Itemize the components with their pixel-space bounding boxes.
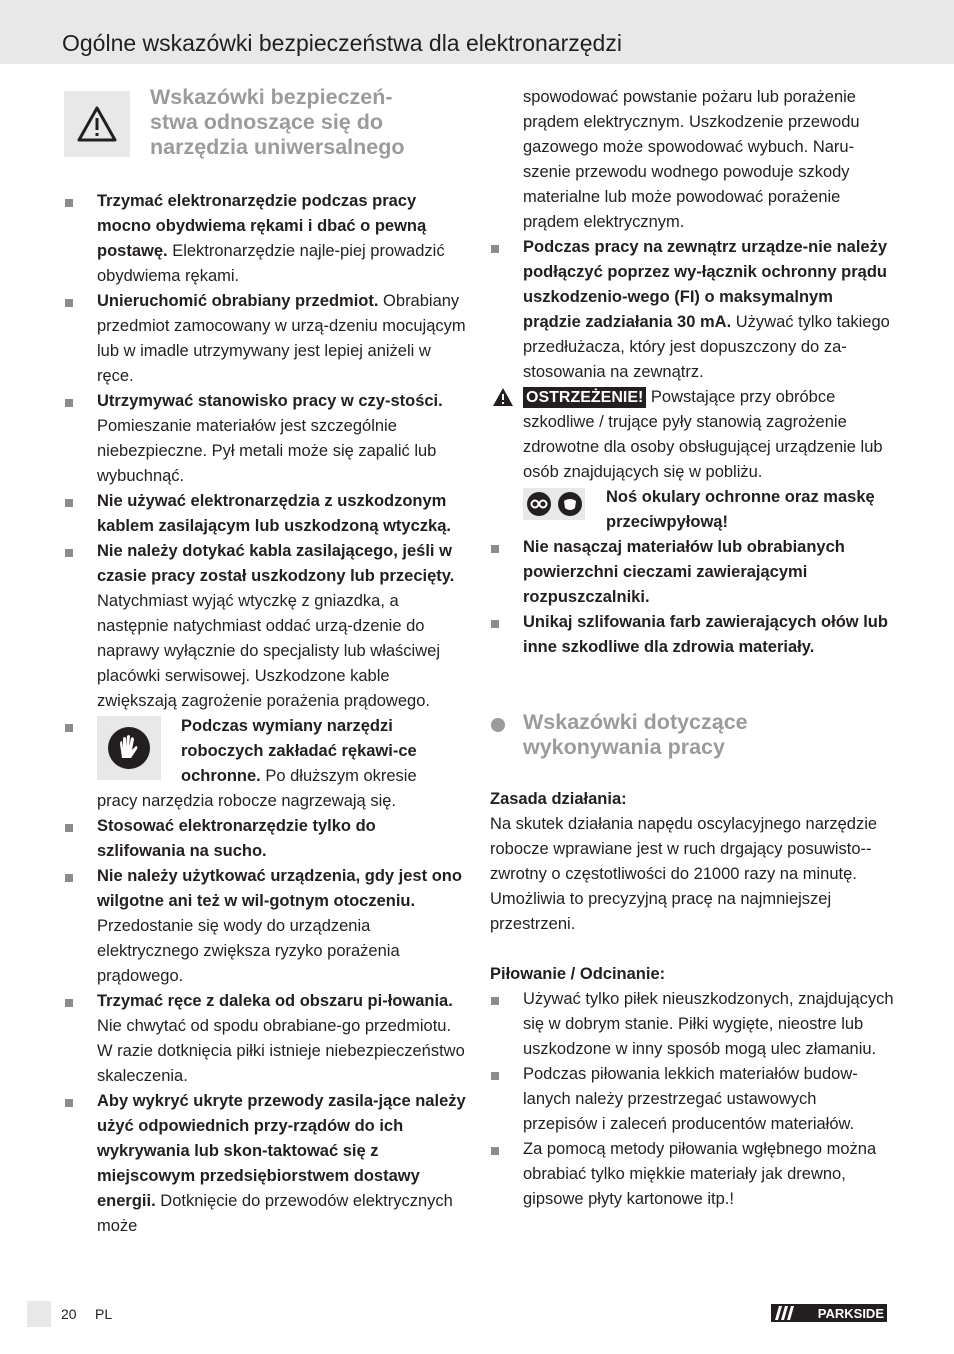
list-item xyxy=(490,1137,894,1212)
section-title-line: wykonywania pracy xyxy=(523,735,725,759)
item-bold: Trzymać elektronarzędzie podczas pracy mocno obydwiema rękami i dbać o pewną postawę. xyxy=(97,192,427,260)
paragraph: Na skutek działania napędu oscylacyjnego narzędzie robocze wprawiane jest w ruch drgający posuwisto--zwrotny o częstotliwości do 21000 razy na minutę. Umożliwia to precyzyjną pracę na najmniejszej przestrzeni. xyxy=(490,815,878,933)
item-text: Za pomocą metody piłowania wgłębnego można obrabiać tylko miękkie materiały jak drewno, gipsowe płyty kartonowe itp.! xyxy=(523,1140,877,1208)
warning-triangle-icon xyxy=(77,106,117,142)
subsection-title: Zasada działania: xyxy=(490,790,627,808)
section-title-line: stwa odnoszące się do xyxy=(150,110,383,134)
item-bold: Podczas wymiany narzędzi roboczych zakładać rękawi-ce ochronne. xyxy=(181,717,417,785)
section-title xyxy=(490,710,894,760)
safety-list xyxy=(64,189,468,1239)
section-title-line: Wskazówki dotyczące xyxy=(523,710,748,734)
list-item xyxy=(64,389,468,489)
page-number: 20 xyxy=(61,1306,77,1322)
page-title: Ogólne wskazówki bezpieczeństwa dla elektronarzędzi xyxy=(62,30,622,56)
list-item xyxy=(64,289,468,389)
section-title xyxy=(150,85,404,160)
list-item xyxy=(490,987,894,1062)
brand-logo xyxy=(771,1304,887,1322)
ppe-note xyxy=(490,485,894,535)
item-text: Przedostanie się wody do urządzenia elektrycznego zwiększa ryzyko porażenia prądowego. xyxy=(97,917,400,985)
item-text: Używać tylko piłek nieuszkodzonych, znajdujących się w dobrym stanie. Piłki wygięte, nieostre lub uszkodzone w inny sposób mogą ulec złamaniu. xyxy=(523,990,894,1058)
list-item xyxy=(64,864,468,989)
item-text: Dotknięcie do przewodów elektrycznych może xyxy=(97,1192,453,1235)
item-text: Pomieszanie materiałów jest szczególnie niebezpieczne. Pył metali może się zapalić lub wybuchnąć. xyxy=(97,417,437,485)
item-bold: Nie należy dotykać kabla zasilającego, jeśli w czasie pracy został uszkodzony lub przecięty. xyxy=(97,542,455,585)
item-bold: Unikaj szlifowania farb zawierających ołów lub inne szkodliwe dla zdrowia materiały. xyxy=(523,613,888,656)
ppe-icons xyxy=(523,488,585,520)
language-code: PL xyxy=(95,1306,113,1322)
item-text: Nie chwytać od spodu obrabiane-go przedmiotu. W razie dotknięcia piłki istnieje niebezpieczeństwo skaleczenia. xyxy=(97,1017,465,1085)
item-bold: Podczas pracy na zewnątrz urządze-nie należy podłączyć poprzez wy-łącznik ochronny prądu uszkodzenio-wego (FI) o maksymalnym prądzie zadziałania 30 mA. xyxy=(523,238,888,331)
item-text: Powstające przy obróbce szkodliwe / trujące pyły stanowią zagrożenie zdrowotne dla osoby obsługującej urządzenie lub osób znajdujących się w pobliżu. xyxy=(523,388,883,481)
item-text: pracy narzędzia robocze nagrzewają się. xyxy=(97,792,396,810)
logo-stripes-icon xyxy=(775,1306,795,1320)
gloves-icon-box xyxy=(97,716,161,780)
list-item xyxy=(64,189,468,289)
list-item xyxy=(490,610,894,660)
item-text: spowodować powstanie pożaru lub porażenie prądem elektrycznym. Uszkodzenie przewodu gazowego może spowodować wybuch. Naru-szenie przewodu wodnego powoduje szkody materialne lub może powodować porażenie prądem elektrycznym. xyxy=(523,88,860,231)
page-header xyxy=(0,0,954,64)
list-item xyxy=(64,539,468,714)
mask-icon xyxy=(557,491,583,517)
warning-label: OSTRZEŻENIE! xyxy=(523,387,646,408)
item-text: Używać tylko takiego przedłużacza, który jest dopuszczony do za-stosowania na zewnątrz. xyxy=(523,313,890,381)
right-column xyxy=(490,85,894,1212)
continued-text xyxy=(490,85,894,235)
item-bold: Unieruchomić obrabiany przedmiot. xyxy=(97,292,379,310)
list-item xyxy=(490,1062,894,1137)
item-text: Natychmiast wyjąć wtyczkę z gniazdka, a następnie natychmiast oddać urzą-dzenie do naprawy wyłącznie do specjalisty lub właściwej placówki serwisowej. Uszkodzone kable zwiększają zagrożenie porażenia prądowego. xyxy=(97,592,440,710)
list-item xyxy=(64,714,468,814)
section-title-line: Wskazówki bezpieczeń- xyxy=(150,85,393,109)
footer-marker xyxy=(27,1301,51,1327)
item-bold: Nie używać elektronarzędzia z uszkodzonym kablem zasilającym lub uszkodzoną wtyczką. xyxy=(97,492,451,535)
item-bold: Utrzymywać stanowisko pracy w czy-stości. xyxy=(97,392,443,410)
pilowanie-block xyxy=(490,962,894,1212)
item-bold: Stosować elektronarzędzie tylko do szlifowania na sucho. xyxy=(97,817,376,860)
item-text: Po dłuższym okresie xyxy=(260,767,417,785)
list-item xyxy=(64,1089,468,1239)
list-item xyxy=(64,814,468,864)
item-text: Obrabiany przedmiot zamocowany w urzą-dzeniu mocującym lub w imadle utrzymywany jest lepiej aniżeli w ręce. xyxy=(97,292,466,385)
list-item xyxy=(64,989,468,1089)
subsection-title: Piłowanie / Odcinanie: xyxy=(490,965,666,983)
warning-triangle-icon xyxy=(492,387,514,407)
item-bold: Noś okulary ochronne oraz maskę przeciwpyłową! xyxy=(606,488,875,531)
warning-box xyxy=(64,91,130,157)
brand-name: PARKSIDE xyxy=(817,1305,884,1321)
item-bold: Nie nasączaj materiałów lub obrabianych powierzchni cieczami zawierającymi rozpuszczalniki. xyxy=(523,538,845,606)
bullet-dot-icon xyxy=(491,718,505,732)
item-text: Podczas piłowania lekkich materiałów budow-lanych należy przestrzegać ustawowych przepisów i zaleceń producentów materiałów. xyxy=(523,1065,858,1133)
item-text: Elektronarzędzie najle-piej prowadzić obydwiema rękami. xyxy=(97,242,445,285)
warning-note xyxy=(490,385,894,485)
item-bold: Aby wykryć ukryte przewody zasila-jące należy użyć odpowiednich przy-rządów do ich wykrywania lub skon-taktować się z miejscowym przedsiębiorstwem dostawy energii. xyxy=(97,1092,466,1210)
goggles-icon xyxy=(526,491,552,517)
zasada-block xyxy=(490,787,894,937)
item-bold: Nie należy użytkować urządzenia, gdy jest ono wilgotne ani też w wil-gotnym otoczeniu. xyxy=(97,867,462,910)
gloves-icon xyxy=(107,726,151,770)
list-item xyxy=(64,489,468,539)
list-item xyxy=(490,535,894,610)
section-title-line: narzędzia uniwersalnego xyxy=(150,135,405,159)
item-bold: Trzymać ręce z daleka od obszaru pi-łowania. xyxy=(97,992,453,1010)
list-item xyxy=(490,235,894,385)
